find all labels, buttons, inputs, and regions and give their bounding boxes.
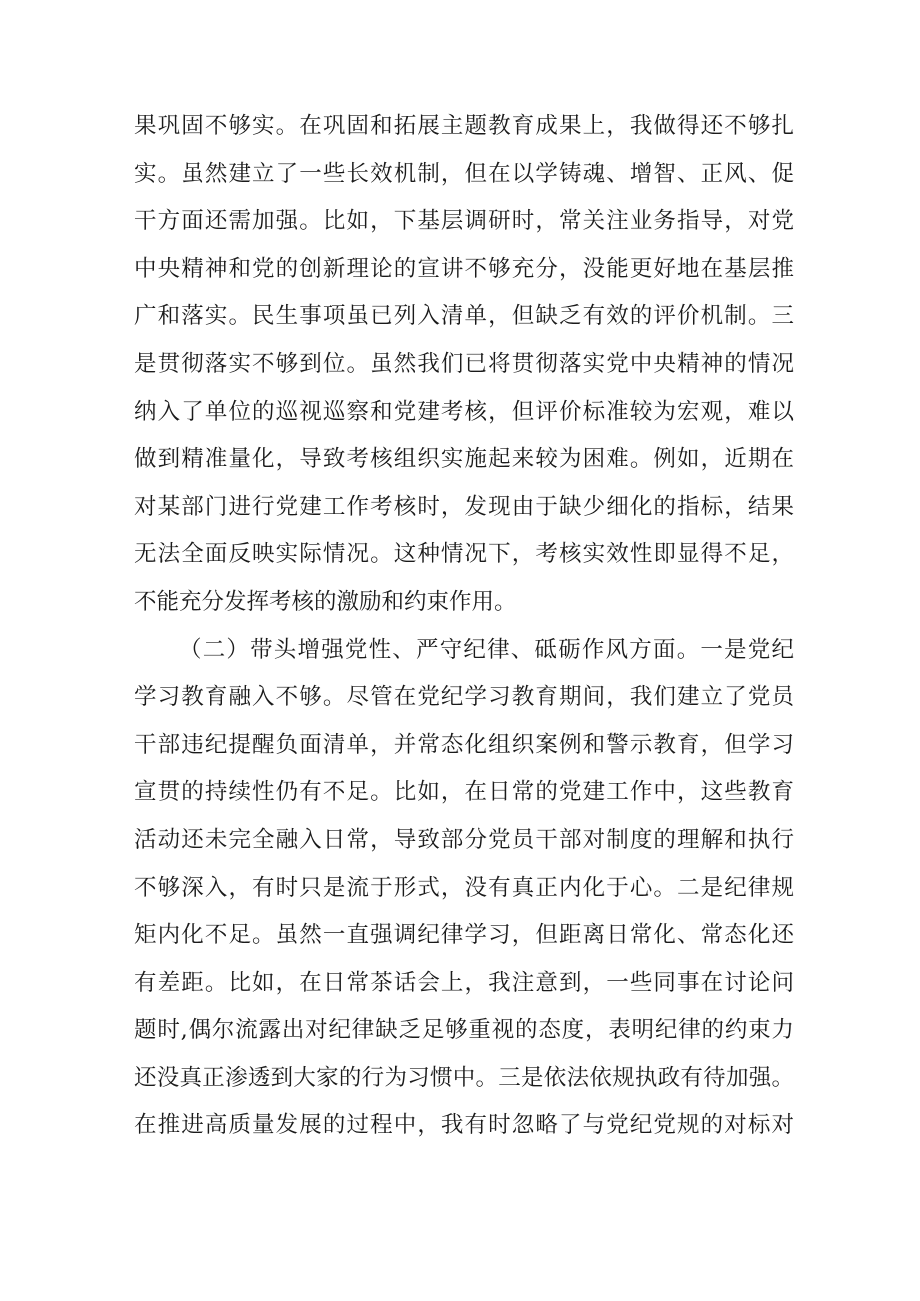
text-line: 中央精神和党的创新理论的宣讲不够充分，没能更好地在基层推 — [134, 255, 794, 282]
text-line: 纳入了单位的巡视巡察和党建考核，但评价标准较为宏观，难以 — [134, 398, 794, 425]
section-heading-line: （二）带头增强党性、严守纪律、砥砺作风方面。一是党纪 — [179, 636, 794, 663]
text-line: 是贯彻落实不够到位。虽然我们已将贯彻落实党中央精神的情况 — [134, 350, 794, 377]
text-line: 无法全面反映实际情况。这种情况下，考核实效性即显得不足， — [134, 541, 794, 568]
text-line: 干方面还需加强。比如，下基层调研时，常关注业务指导，对党 — [134, 208, 794, 235]
text-line: 不够深入，有时只是流于形式，没有真正内化于心。二是纪律规 — [134, 874, 794, 901]
text-line: 宣贯的持续性仍有不足。比如，在日常的党建工作中，这些教育 — [134, 779, 794, 806]
text-line: 矩内化不足。虽然一直强调纪律学习，但距离日常化、常态化还 — [134, 922, 794, 949]
text-line: 学习教育融入不够。尽管在党纪学习教育期间，我们建立了党员 — [134, 684, 794, 711]
text-line: 实。虽然建立了一些长效机制，但在以学铸魂、增智、正风、促 — [134, 160, 794, 187]
body-text — [134, 103, 794, 1150]
text-line: 干部违纪提醒负面清单，并常态化组织案例和警示教育，但学习 — [134, 731, 794, 758]
text-line: 对某部门进行党建工作考核时，发现由于缺少细化的指标，结果 — [134, 493, 794, 520]
text-line: 在推进高质量发展的过程中，我有时忽略了与党纪党规的对标对 — [134, 1112, 794, 1139]
text-line: 有差距。比如，在日常茶话会上，我注意到，一些同事在讨论问 — [134, 969, 794, 996]
text-line: 果巩固不够实。在巩固和拓展主题教育成果上，我做得还不够扎 — [134, 113, 794, 139]
text-line: 还没真正渗透到大家的行为习惯中。三是依法依规执政有待加强。 — [134, 1064, 794, 1091]
text-line: 不能充分发挥考核的激励和约束作用。 — [134, 588, 517, 615]
text-line: 活动还未完全融入日常，导致部分党员干部对制度的理解和执行 — [134, 826, 794, 853]
text-line: 题时,偶尔流露出对纪律缺乏足够重视的态度，表明纪律的约束力 — [134, 1017, 794, 1044]
text-line: 做到精准量化，导致考核组织实施起来较为困难。例如，近期在 — [134, 446, 794, 473]
text-line: 广和落实。民生事项虽已列入清单，但缺乏有效的评价机制。三 — [134, 303, 794, 330]
